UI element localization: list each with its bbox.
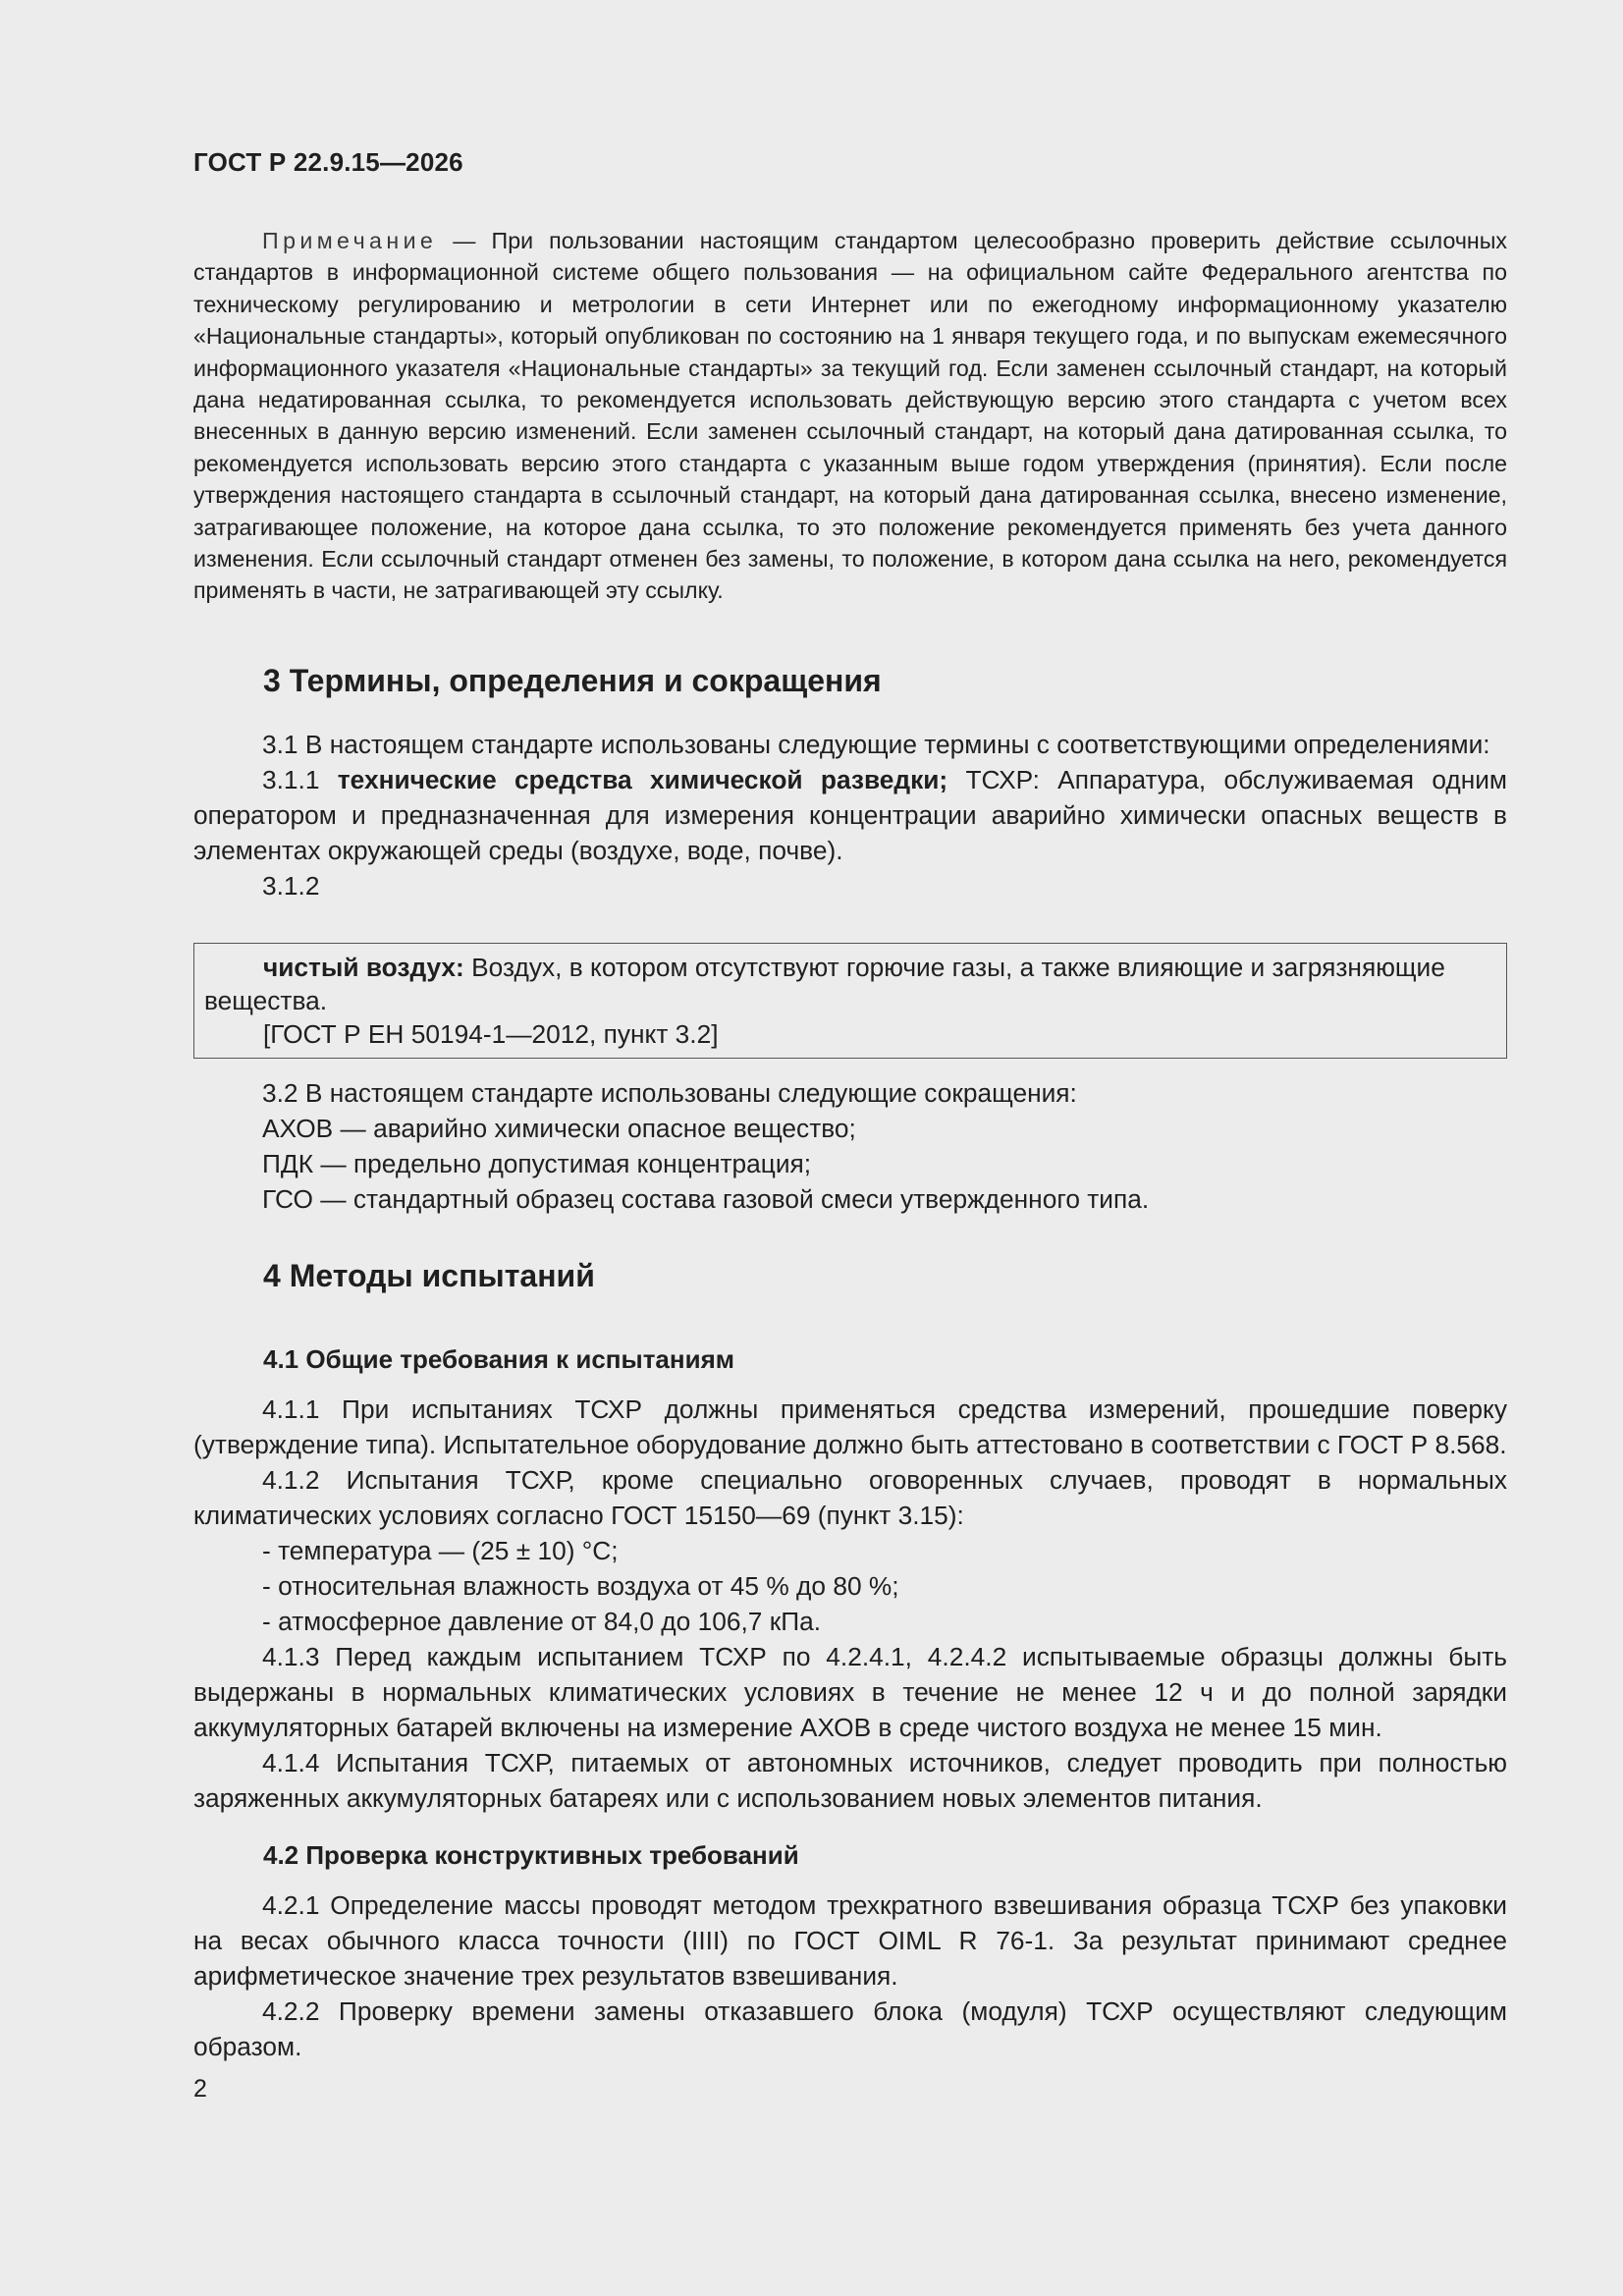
paragraph-4-1-4: 4.1.4 Испытания ТСХР, питаемых от автономных источников, следует проводить при полностью заряженных аккумуляторных батареях или с использованием новых элементов питания. xyxy=(193,1748,1507,1813)
note-block xyxy=(193,225,1507,607)
section-3-body xyxy=(193,727,1507,903)
clean-air-definition: чистый воздух: Воздух, в котором отсутствуют горючие газы, а также влияющие и загрязняющие вещества. xyxy=(204,953,1445,1015)
paragraph-3-2: 3.2 В настоящем стандарте использованы следующие сокращения: xyxy=(262,1078,1077,1108)
paragraph-4-2-1: 4.2.1 Определение массы проводят методом трехкратного взвешивания образца ТСХР без упаковки на весах обычного класса точности (IIII) по ГОСТ OIML R 76-1. За результат принимают среднее арифметическое значение трех результатов взвешивания. xyxy=(193,1890,1507,1991)
section-3-title: 3 Термины, определения и сокращения xyxy=(263,663,882,698)
paragraph-4-1-2: 4.1.2 Испытания ТСХР, кроме специально оговоренных случаев, проводят в нормальных климатических условиях согласно ГОСТ 15150—69 (пункт 3.15): xyxy=(193,1465,1507,1530)
paragraph-4-1-1: 4.1.1 При испытаниях ТСХР должны применяться средства измерений, прошедшие поверку (утверждение типа). Испытательное оборудование должно быть аттестовано в соответствии с ГОСТ Р 8.568. xyxy=(193,1394,1507,1459)
condition-item: - температура — (25 ± 10) °С; xyxy=(262,1536,619,1565)
definition-source-ref: [ГОСТ Р ЕН 50194-1—2012, пункт 3.2] xyxy=(263,1019,719,1049)
term-tskhr: технические средства химической разведки; xyxy=(337,765,948,794)
document-code: ГОСТ Р 22.9.15—2026 xyxy=(193,147,463,177)
condition-item: - относительная влажность воздуха от 45 % до 80 %; xyxy=(262,1571,899,1601)
abbr-item: АХОВ — аварийно химически опасное вещество; xyxy=(262,1114,856,1143)
paragraph-3-1: 3.1 В настоящем стандарте использованы следующие термины с соответствующими определениями: xyxy=(262,730,1490,759)
paragraph-4-2-2: 4.2.2 Проверку времени замены отказавшего блока (модуля) ТСХР осуществляют следующим образом. xyxy=(193,1996,1507,2061)
page-number: 2 xyxy=(193,2075,207,2103)
term-definition-box xyxy=(193,943,1507,1059)
subsection-4-2-title: 4.2 Проверка конструктивных требований xyxy=(263,1840,799,1870)
subsection-4-2-body xyxy=(193,1887,1507,2064)
abbreviations-block xyxy=(193,1075,1507,1217)
note-text: — При пользовании настоящим стандартом целесообразно проверить действие ссылочных стандартов в информационной системе общего пользования — на официальном сайте Федерального агентства по техническому регулированию и метрологии в сети Интернет или по ежегодному информационному указателю «Национальные стандарты», который опубликован по состоянию на 1 января текущего года, и по выпускам ежемесячного информационного указателя «Национальные стандарты» за текущий год. Если заменен ссылочный стандарт, на который дана недатированная ссылка, то рекомендуется использовать действующую версию этого стандарта с учетом всех внесенных в данную версию изменений. Если заменен ссылочный стандарт, на который дана датированная ссылка, то рекомендуется использовать версию этого стандарта с указанным выше годом утверждения (принятия). Если после утверждения настоящего стандарта в ссылочный стандарт, на который дана датированная ссылка, внесено изменение, затрагивающее положение, на которое дана ссылка, то это положение рекомендуется применять без учета данного изменения. Если ссылочный стандарт отменен без замены, то положение, в котором дана ссылка на него, рекомендуется применять в части, не затрагивающей эту ссылку. xyxy=(193,228,1507,604)
subsection-4-1-title: 4.1 Общие требования к испытаниям xyxy=(263,1344,734,1374)
subsection-4-1-body xyxy=(193,1392,1507,1816)
paragraph-3-1-2-number: 3.1.2 xyxy=(262,871,320,901)
abbr-item: ГСО — стандартный образец состава газовой смеси утвержденного типа. xyxy=(262,1184,1150,1214)
note-label: Примечание xyxy=(262,228,438,253)
term-clean-air: чистый воздух: xyxy=(263,953,464,982)
section-4-title: 4 Методы испытаний xyxy=(263,1258,595,1293)
condition-item: - атмосферное давление от 84,0 до 106,7 кПа. xyxy=(262,1607,822,1636)
paragraph-4-1-3: 4.1.3 Перед каждым испытанием ТСХР по 4.2.4.1, 4.2.4.2 испытываемые образцы должны быть выдержаны в нормальных климатических условиях в течение не менее 12 ч и до полной зарядки аккумуляторных батарей включены на измерение АХОВ в среде чистого воздуха не менее 15 мин. xyxy=(193,1642,1507,1742)
paragraph-3-1-1: 3.1.1 технические средства химической разведки; ТСХР: Аппаратура, обслуживаемая одним оператором и предназначенная для измерения концентрации аварийно химически опасных веществ в элементах окружающей среды (воздухе, воде, почве). xyxy=(193,765,1507,865)
abbr-item: ПДК — предельно допустимая концентрация; xyxy=(262,1149,812,1178)
